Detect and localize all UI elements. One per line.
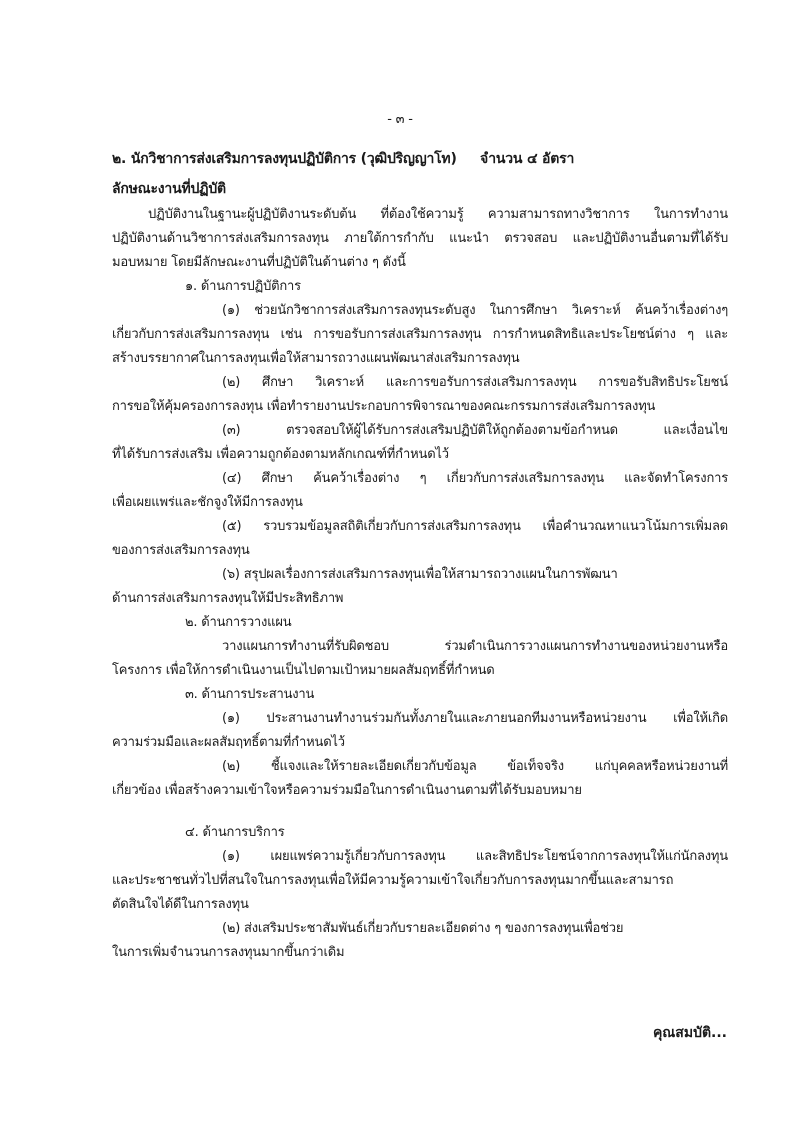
intro-line: ปฏิบัติงานด้านวิชาการส่งเสริมการลงทุน ภายใต้การกำกับ แนะนำ ตรวจสอบ และปฏิบัติงานอื่นตามที่ได้รับ	[112, 231, 728, 246]
list-item-line: (๒) ศึกษา วิเคราะห์ และการขอรับการส่งเสริมการลงทุน การขอรับสิทธิประโยชน์	[222, 375, 728, 390]
section-heading-service: ๔. ด้านการบริการ	[185, 825, 285, 840]
position-title: ๒. นักวิชาการส่งเสริมการลงทุนปฏิบัติการ (วุฒิปริญญาโท)	[112, 151, 457, 167]
list-item-line: (๑) เผยแพร่ความรู้เกี่ยวกับการลงทุน และสิทธิประโยชน์จากการลงทุนให้แก่นักลงทุน	[222, 849, 728, 864]
list-item-line: ตัดสินใจได้ดีในการลงทุน	[112, 897, 249, 912]
list-item-line: (๒) ชี้แจงและให้รายละเอียดเกี่ยวกับข้อมูล ข้อเท็จจริง แก่บุคคลหรือหน่วยงานที่	[222, 759, 728, 774]
section-heading-operations: ๑. ด้านการปฏิบัติการ	[185, 279, 301, 294]
list-item-line: เกี่ยวข้อง เพื่อสร้างความเข้าใจหรือความร่วมมือในการดำเนินงานตามที่ได้รับมอบหมาย	[112, 783, 582, 798]
list-item-line: (๑) ช่วยนักวิชาการส่งเสริมการลงทุนระดับสูง ในการศึกษา วิเคราะห์ ค้นคว้าเรื่องต่างๆ	[222, 303, 728, 318]
list-item-line: ความร่วมมือและผลสัมฤทธิ์ตามที่กำหนดไว้	[112, 735, 345, 750]
continuation-marker: คุณสมบัติ...	[652, 1025, 727, 1041]
page-number: - ๓ -	[387, 112, 413, 127]
list-item-line: (๑) ประสานงานทำงานร่วมกันทั้งภายในและภายนอกทีมงานหรือหน่วยงาน เพื่อให้เกิด	[222, 711, 728, 726]
list-item-line: ในการเพิ่มจำนวนการลงทุนมากขึ้นกว่าเดิม	[112, 945, 345, 960]
list-item-line: และประชาชนทั่วไปที่สนใจในการลงทุนเพื่อให้มีความรู้ความเข้าใจเกี่ยวกับการลงทุนมากขึ้นและสามารถ	[112, 873, 674, 888]
list-item-line: ของการส่งเสริมการลงทุน	[112, 543, 250, 558]
list-item-line: ที่ได้รับการส่งเสริม เพื่อความถูกต้องตามหลักเกณฑ์ที่กำหนดไว้	[112, 447, 449, 462]
list-item-line: สร้างบรรยากาศในการลงทุนเพื่อให้สามารถวางแผนพัฒนาส่งเสริมการลงทุน	[112, 351, 520, 366]
position-count: จำนวน ๔ อัตรา	[480, 151, 575, 167]
list-item-line: เกี่ยวกับการส่งเสริมการลงทุน เช่น การขอรับการส่งเสริมการลงทุน การกำหนดสิทธิและประโยชน์ต่าง ๆ และ	[112, 327, 728, 342]
section-title: ลักษณะงานที่ปฏิบัติ	[112, 181, 226, 197]
list-item-line: โครงการ เพื่อให้การดำเนินงานเป็นไปตามเป้าหมายผลสัมฤทธิ์ที่กำหนด	[112, 663, 495, 678]
list-item-line: (๓) ตรวจสอบให้ผู้ได้รับการส่งเสริมปฏิบัติให้ถูกต้องตามข้อกำหนด และเงื่อนไข	[222, 423, 728, 438]
list-item-line: (๖) สรุปผลเรื่องการส่งเสริมการลงทุนเพื่อให้สามารถวางแผนในการพัฒนา	[222, 567, 618, 582]
intro-line: ปฏิบัติงานในฐานะผู้ปฏิบัติงานระดับต้น ที่ต้องใช้ความรู้ ความสามารถทางวิชาการ ในการทำงาน	[148, 207, 728, 222]
section-heading-coordination: ๓. ด้านการประสานงาน	[185, 687, 315, 702]
list-item-line: (๕) รวบรวมข้อมูลสถิติเกี่ยวกับการส่งเสริมการลงทุน เพื่อคำนวณหาแนวโน้มการเพิ่มลด	[222, 519, 728, 534]
section-heading-planning: ๒. ด้านการวางแผน	[185, 615, 292, 630]
list-item-line: เพื่อเผยแพร่และชักจูงให้มีการลงทุน	[112, 495, 303, 510]
list-item-line: การขอให้คุ้มครองการลงทุน เพื่อทำรายงานประกอบการพิจารณาของคณะกรรมการส่งเสริมการลงทุน	[112, 399, 656, 414]
list-item-line: (๔) ศึกษา ค้นคว้าเรื่องต่าง ๆ เกี่ยวกับการส่งเสริมการลงทุน และจัดทำโครงการ	[222, 471, 728, 486]
intro-line: มอบหมาย โดยมีลักษณะงานที่ปฏิบัติในด้านต่าง ๆ ดังนี้	[112, 255, 406, 270]
list-item-line: วางแผนการทำงานที่รับผิดชอบ ร่วมดำเนินการวางแผนการทำงานของหน่วยงานหรือ	[222, 639, 728, 654]
list-item-line: ด้านการส่งเสริมการลงทุนให้มีประสิทธิภาพ	[112, 591, 344, 606]
list-item-line: (๒) ส่งเสริมประชาสัมพันธ์เกี่ยวกับรายละเอียดต่าง ๆ ของการลงทุนเพื่อช่วย	[222, 921, 624, 936]
position-heading	[112, 150, 728, 168]
